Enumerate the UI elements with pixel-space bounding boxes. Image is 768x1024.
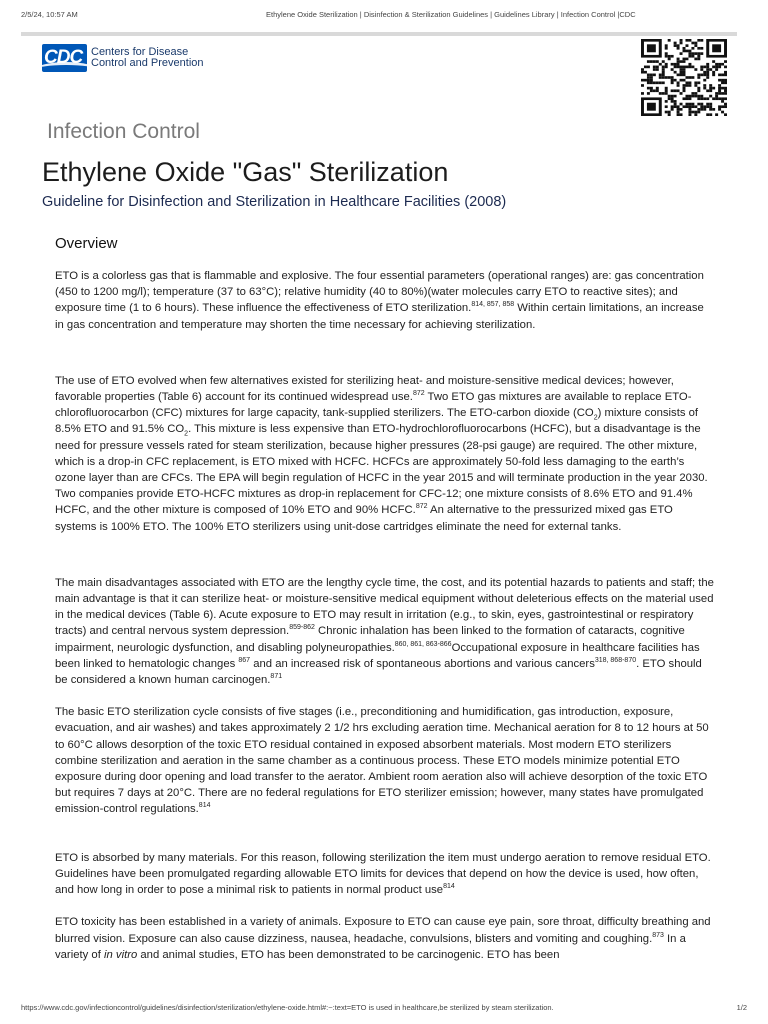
cdc-logo-icon <box>42 44 87 72</box>
print-header <box>21 10 747 22</box>
paragraph-2: The use of ETO evolved when few alternatives existed for sterilizing heat- and moisture-sensitive medical devices; however, favorable properties (Table 6) account for its continued widespread use.$^{872}$ Two ETO gas mixtures are available to replace ETO-chlorofluorocarbon (CFC) mixtures for large capacity, tank-supplied sterilizers. The ETO-carbon dioxide $(CO_2)$ mixture consists of 8.5% ETO and 91.5% $CO_2$. This mixture is less expensive than ETO-hydrochlorofluorocarbons (HCFC), but a disadvantage is the need for pressure vessels rated for steam sterilization, because higher pressures (28-psi gauge) are required. The other mixture, which is a drop-in CFC replacement, is ETO mixed with HCFC. HCFCs are approximately 50-fold less damaging to the earth’s ozone layer than are CFCs. The EPA will begin regulation of HCFC in the year 2015 and will terminate production in the year 2030. Two companies provide ETO-HCFC mixtures as drop-in replacement for CFC-12; one mixture consists of 8.6% ETO and 91.4% HCFC, and the other mixture is composed of 10% ETO and 90% HCFC.$^{872}$ An alternative to the pressurized mixed gas ETO systems is 100% ETO. The 100% ETO sterilizers using unit-dose cartridges eliminate the need for external tanks. <box>55 374 708 533</box>
page-number: 1/2 <box>736 1003 747 1012</box>
logo-text <box>91 47 204 69</box>
paragraph-3: The main disadvantages associated with ETO are the lengthy cycle time, the cost, and its potential hazards to patients and staff; the main advantage is that it can sterilize heat- or moisture-sensitive medical equipment without deleterious effects on the material used in the medical devices (Table 6). Acute exposure to ETO may result in irritation (e.g., to skin, eyes, gastrointestinal or respiratory tracts) and central nervous system depression.$^{859-862}$ Chronic inhalation has been linked to the formation of cataracts, cognitive impairment, neurologic dysfunction, and disabling polyneuropathies.$^{860, 861, 863-866}$Occupational exposure in healthcare facilities has been linked to hematologic changes $^{867}$ and an increased risk of spontaneous abortions and various cancers$^{318, 868-870}$. ETO should be considered a known human carcinogen.$^{871}$ <box>55 576 714 687</box>
page-subtitle: Guideline for Disinfection and Sterilization in Healthcare Facilities (2008) <box>42 194 507 210</box>
paragraph-6: ETO toxicity has been established in a variety of animals. Exposure to ETO can cause eye pain, sore throat, difficulty breathing and blurred vision. Exposure can also cause dizziness, nausea, headache, convulsions, blisters and vomiting and coughing.$^{873}$ In a variety of in vitro and animal studies, ETO has been demonstrated to be carcinogenic. ETO has been <box>55 916 711 961</box>
cdc-logo[interactable] <box>42 44 204 72</box>
overview-heading: Overview <box>55 235 118 252</box>
logo-line-1: Centers for Disease <box>91 46 189 58</box>
citation[interactable]: 860, 861, 863-866 <box>394 640 452 648</box>
citation[interactable]: 859-862 <box>289 624 315 632</box>
qr-code-icon <box>641 39 727 116</box>
citation[interactable]: 873 <box>652 931 664 939</box>
citation[interactable]: 872 <box>415 503 428 511</box>
citation[interactable]: 318, 868-870 <box>594 657 637 665</box>
logo-letters: CDC <box>44 47 83 68</box>
top-rule <box>21 32 737 36</box>
print-title: Ethylene Oxide Sterilization | Disinfection & Sterilization Guidelines | Guidelines Library | Infection Control |CDC <box>266 10 636 19</box>
citation[interactable]: 872 <box>412 390 425 398</box>
print-url: https://www.cdc.gov/infectioncontrol/guidelines/disinfection/sterilization/ethylene-oxide.html#:~:text=ETO is used in healthcare,be sterilized by steam sterilization. <box>21 1003 554 1012</box>
paragraph-1: ETO is a colorless gas that is flammable and explosive. The four essential parameters (operational ranges) are: gas concentration (450 to 1200 mg/l); temperature (37 to 63°C); relative humidity (40 to 80%)(water molecules carry ETO to reactive sites); and exposure time (1 to 6 hours). These influence the effectiveness of ETO sterilization.$^{814, 857, 858}$ Within certain limitations, an increase in gas concentration and temperature may shorten the time necessary for achieving sterilization. <box>55 270 704 331</box>
logo-line-2: Control and Prevention <box>91 57 204 69</box>
citation[interactable]: 814 <box>443 883 455 891</box>
citation[interactable]: 867 <box>238 657 251 665</box>
paragraph-5: ETO is absorbed by many materials. For this reason, following sterilization the item must undergo aeration to remove residual ETO. Guidelines have been promulgated regarding allowable ETO limits for devices that depend on how the device is used, how often, and how long in order to pose a minimal risk to patients in normal product use$^{814}$ <box>55 851 711 897</box>
print-date: 2/5/24, 10:57 AM <box>21 10 78 19</box>
citation[interactable]: 871 <box>270 673 283 681</box>
citation[interactable]: 814 <box>198 802 211 810</box>
section-title[interactable]: Infection Control <box>47 120 200 143</box>
page-title: Ethylene Oxide "Gas" Sterilization <box>42 157 449 187</box>
print-footer <box>21 1003 747 1015</box>
article-body <box>55 268 715 963</box>
paragraph-4: The basic ETO sterilization cycle consists of five stages (i.e., preconditioning and humidification, gas introduction, exposure, evacuation, and air washes) and takes approximately 2 1/2 hrs excluding aeration time. Mechanical aeration for 8 to 12 hours at 50 to 60°C allows desorption of the toxic ETO residual contained in exposed absorbent materials. Most modern ETO sterilizers combine sterilization and aeration in the same chamber as a continuous process. These ETO models minimize potential ETO exposure during door opening and load transfer to the aerator. Ambient room aeration also will achieve desorption of the toxic ETO but requires 7 days at 20°C. There are no federal regulations for ETO sterilizer emission; however, many states have promulgated emission-control regulations.$^{814}$ <box>55 706 709 816</box>
citation[interactable]: 814, 857, 858 <box>471 301 515 309</box>
